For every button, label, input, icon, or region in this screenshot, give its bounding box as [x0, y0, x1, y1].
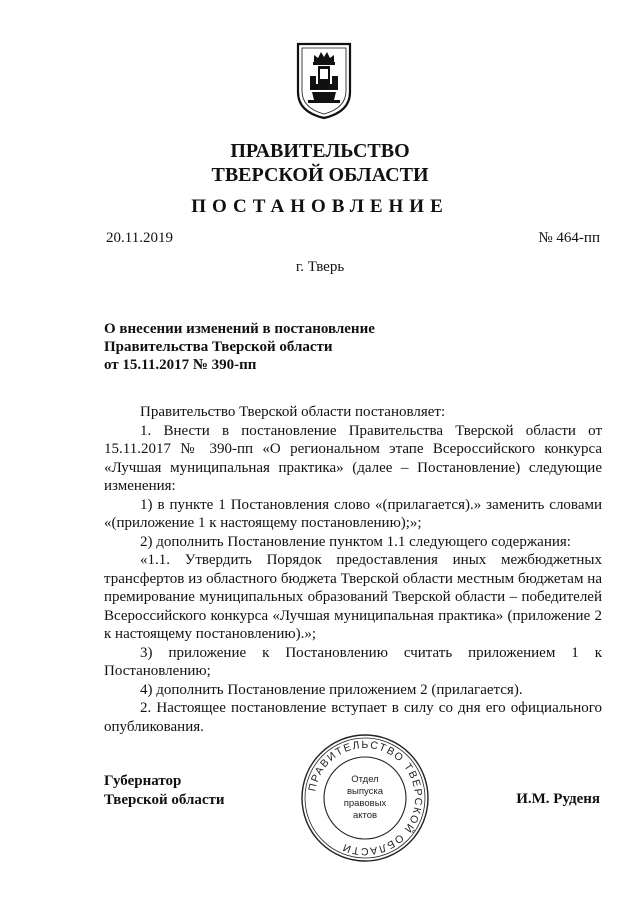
signatory-position: [104, 772, 225, 810]
body-paragraph: 1) в пункте 1 Постановления слово «(прилагается).» заменить словами «(приложение 1 к настоящему постановлению);»;: [104, 496, 602, 531]
document-number: № 464-пп: [538, 230, 600, 246]
stamp-center-text: актов: [352, 810, 378, 821]
signatory-position-line: Губернатор: [104, 773, 182, 789]
stamp-ring-text: ПРАВИТЕЛЬСТВО ТВЕРСКОЙ ОБЛАСТИ: [306, 738, 425, 858]
body-paragraph: 4) дополнить Постановление приложением 2 (прилагается).: [140, 681, 523, 698]
document-subject: [104, 320, 404, 374]
body-paragraph: 2. Настоящее постановление вступает в силу со дня его официального опубликования.: [104, 700, 602, 735]
document-body: [104, 403, 602, 736]
document-date: 20.11.2019: [106, 230, 173, 246]
stamp-center-text: Отдел: [351, 774, 379, 785]
signatory-position-line: Тверской области: [104, 792, 225, 808]
stamp-center-text: выпуска: [346, 786, 384, 797]
subject-line: Правительства Тверской области: [104, 339, 333, 355]
body-paragraph: 1. Внести в постановление Правительства Тверской области от 15.11.2017 № 390-пп «О региональном этапе Всероссийского конкурса «Лучшая муниципальная практика» (далее – Постановление) следующие изменения:: [104, 422, 602, 494]
body-paragraph: Правительство Тверской области постановляет:: [140, 404, 446, 420]
document-type: ПОСТАНОВЛЕНИЕ: [191, 196, 449, 217]
coat-of-arms-emblem: [296, 42, 352, 120]
subject-line: от 15.11.2017 № 390-пп: [104, 357, 257, 373]
region-title: ТВЕРСКОЙ ОБЛАСТИ: [211, 164, 429, 186]
stamp-center-text: правовых: [343, 798, 387, 809]
body-paragraph: 2) дополнить Постановление пунктом 1.1 следующего содержания:: [140, 533, 571, 550]
body-paragraph: 3) приложение к Постановлению считать приложением 1 к Постановлению;: [104, 644, 602, 679]
government-title: ПРАВИТЕЛЬСТВО: [230, 140, 410, 162]
body-paragraph: «1.1. Утвердить Порядок предоставления иных межбюджетных трансфертов из областного бюджета Тверской области местным бюджетам на премирование муниципальных образований Тверской области – победителей Всероссийского конкурса «Лучшая муниципальная практика» (приложение 2 к настоящему постановлению).»;: [104, 552, 602, 642]
official-stamp: [299, 732, 431, 864]
subject-line: О внесении изменений в постановление: [104, 321, 375, 337]
signatory-name: И.М. Руденя: [516, 791, 600, 807]
document-city: г. Тверь: [295, 259, 345, 275]
